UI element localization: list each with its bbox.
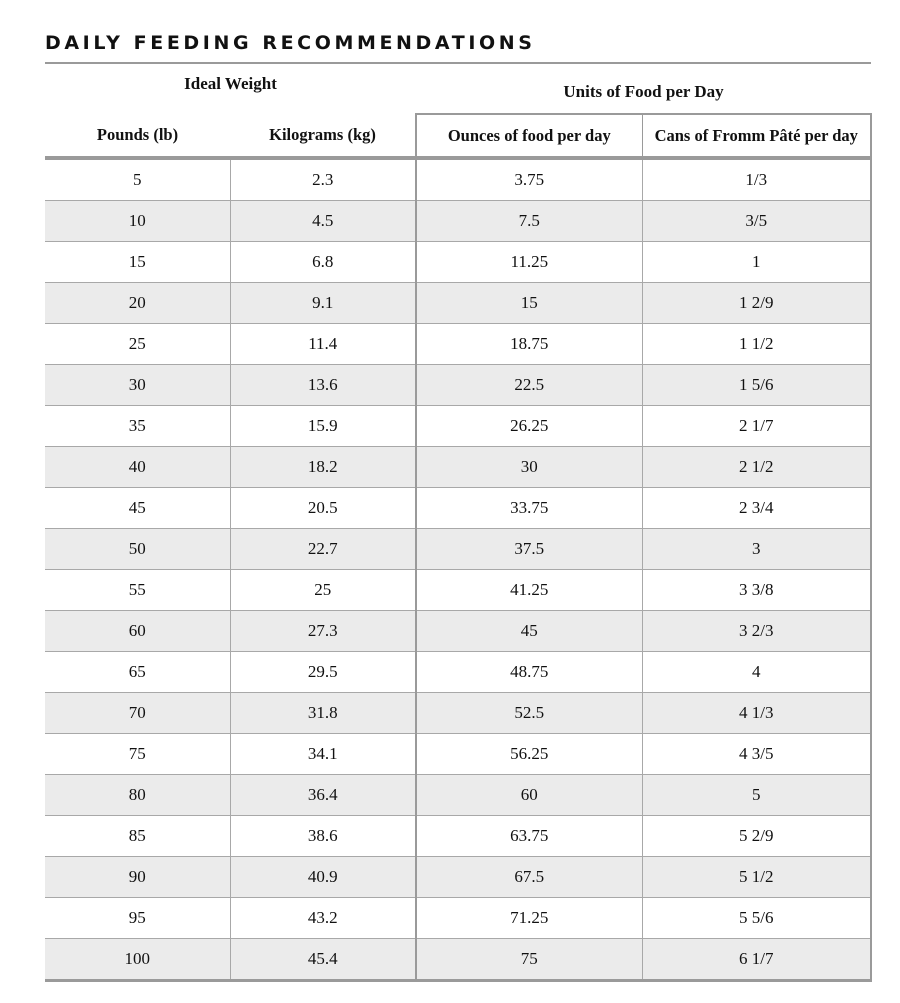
page-title: DAILY FEEDING RECOMMENDATIONS [45, 32, 536, 54]
cell-cans: 1 2/9 [642, 283, 871, 324]
cell-kilograms: 22.7 [230, 529, 416, 570]
cell-ounces: 15 [416, 283, 642, 324]
cell-ounces: 30 [416, 447, 642, 488]
cell-cans: 5 1/2 [642, 857, 871, 898]
table-row [45, 898, 871, 939]
cell-cans: 4 3/5 [642, 734, 871, 775]
cell-kilograms: 45.4 [230, 939, 416, 981]
table-row [45, 693, 871, 734]
cell-ounces: 18.75 [416, 324, 642, 365]
cell-pounds: 30 [45, 365, 230, 406]
cell-cans: 1/3 [642, 158, 871, 201]
cell-cans: 5 5/6 [642, 898, 871, 939]
cell-pounds: 40 [45, 447, 230, 488]
table-row [45, 488, 871, 529]
cell-pounds: 60 [45, 611, 230, 652]
cell-pounds: 5 [45, 158, 230, 201]
cell-cans: 3 [642, 529, 871, 570]
cell-pounds: 70 [45, 693, 230, 734]
column-header-kilograms: Kilograms (kg) [230, 114, 416, 158]
cell-pounds: 65 [45, 652, 230, 693]
table-row [45, 324, 871, 365]
column-header-cans: Cans of Fromm Pâté per day [642, 114, 871, 158]
cell-kilograms: 29.5 [230, 652, 416, 693]
cell-cans: 3 2/3 [642, 611, 871, 652]
cell-kilograms: 13.6 [230, 365, 416, 406]
cell-ounces: 48.75 [416, 652, 642, 693]
cell-ounces: 52.5 [416, 693, 642, 734]
cell-kilograms: 6.8 [230, 242, 416, 283]
cell-cans: 5 2/9 [642, 816, 871, 857]
cell-pounds: 25 [45, 324, 230, 365]
cell-kilograms: 4.5 [230, 201, 416, 242]
cell-cans: 1 [642, 242, 871, 283]
cell-cans: 3 3/8 [642, 570, 871, 611]
table-row [45, 857, 871, 898]
cell-pounds: 35 [45, 406, 230, 447]
cell-pounds: 20 [45, 283, 230, 324]
cell-kilograms: 27.3 [230, 611, 416, 652]
column-header-ounces: Ounces of food per day [416, 114, 642, 158]
cell-kilograms: 2.3 [230, 158, 416, 201]
cell-pounds: 10 [45, 201, 230, 242]
table-row [45, 652, 871, 693]
table-row [45, 158, 871, 201]
cell-kilograms: 11.4 [230, 324, 416, 365]
cell-cans: 3/5 [642, 201, 871, 242]
cell-ounces: 7.5 [416, 201, 642, 242]
cell-ounces: 37.5 [416, 529, 642, 570]
cell-kilograms: 9.1 [230, 283, 416, 324]
cell-kilograms: 25 [230, 570, 416, 611]
cell-cans: 4 [642, 652, 871, 693]
cell-ounces: 63.75 [416, 816, 642, 857]
cell-cans: 4 1/3 [642, 693, 871, 734]
cell-kilograms: 36.4 [230, 775, 416, 816]
feeding-table-header [45, 64, 871, 158]
cell-kilograms: 38.6 [230, 816, 416, 857]
cell-pounds: 80 [45, 775, 230, 816]
cell-kilograms: 40.9 [230, 857, 416, 898]
table-row [45, 365, 871, 406]
table-row [45, 242, 871, 283]
group-header-ideal-weight: Ideal Weight [184, 74, 277, 93]
feeding-table-body [45, 158, 871, 981]
table-row [45, 816, 871, 857]
table-row [45, 406, 871, 447]
cell-ounces: 60 [416, 775, 642, 816]
table-row [45, 775, 871, 816]
column-header-row [45, 114, 871, 158]
cell-cans: 1 1/2 [642, 324, 871, 365]
cell-kilograms: 20.5 [230, 488, 416, 529]
cell-kilograms: 18.2 [230, 447, 416, 488]
cell-ounces: 41.25 [416, 570, 642, 611]
cell-ounces: 33.75 [416, 488, 642, 529]
cell-kilograms: 43.2 [230, 898, 416, 939]
cell-ounces: 45 [416, 611, 642, 652]
cell-ounces: 56.25 [416, 734, 642, 775]
column-header-pounds: Pounds (lb) [45, 114, 230, 158]
table-row [45, 570, 871, 611]
cell-ounces: 3.75 [416, 158, 642, 201]
cell-ounces: 22.5 [416, 365, 642, 406]
cell-kilograms: 31.8 [230, 693, 416, 734]
cell-pounds: 100 [45, 939, 230, 981]
cell-ounces: 75 [416, 939, 642, 981]
table-row [45, 734, 871, 775]
group-header-units-per-day: Units of Food per Day [563, 81, 724, 101]
cell-ounces: 67.5 [416, 857, 642, 898]
table-row [45, 447, 871, 488]
cell-pounds: 85 [45, 816, 230, 857]
cell-kilograms: 15.9 [230, 406, 416, 447]
cell-pounds: 90 [45, 857, 230, 898]
cell-pounds: 45 [45, 488, 230, 529]
table-row [45, 529, 871, 570]
table-row [45, 611, 871, 652]
cell-pounds: 75 [45, 734, 230, 775]
cell-ounces: 71.25 [416, 898, 642, 939]
cell-cans: 6 1/7 [642, 939, 871, 981]
cell-pounds: 55 [45, 570, 230, 611]
feeding-recommendations-page [45, 30, 871, 982]
cell-kilograms: 34.1 [230, 734, 416, 775]
table-row [45, 201, 871, 242]
table-row [45, 283, 871, 324]
cell-cans: 2 1/7 [642, 406, 871, 447]
cell-pounds: 95 [45, 898, 230, 939]
feeding-table [45, 64, 872, 982]
cell-cans: 1 5/6 [642, 365, 871, 406]
cell-ounces: 11.25 [416, 242, 642, 283]
cell-cans: 2 1/2 [642, 447, 871, 488]
cell-pounds: 15 [45, 242, 230, 283]
cell-cans: 2 3/4 [642, 488, 871, 529]
group-header-row [45, 64, 871, 114]
table-row [45, 939, 871, 981]
cell-cans: 5 [642, 775, 871, 816]
cell-pounds: 50 [45, 529, 230, 570]
cell-ounces: 26.25 [416, 406, 642, 447]
